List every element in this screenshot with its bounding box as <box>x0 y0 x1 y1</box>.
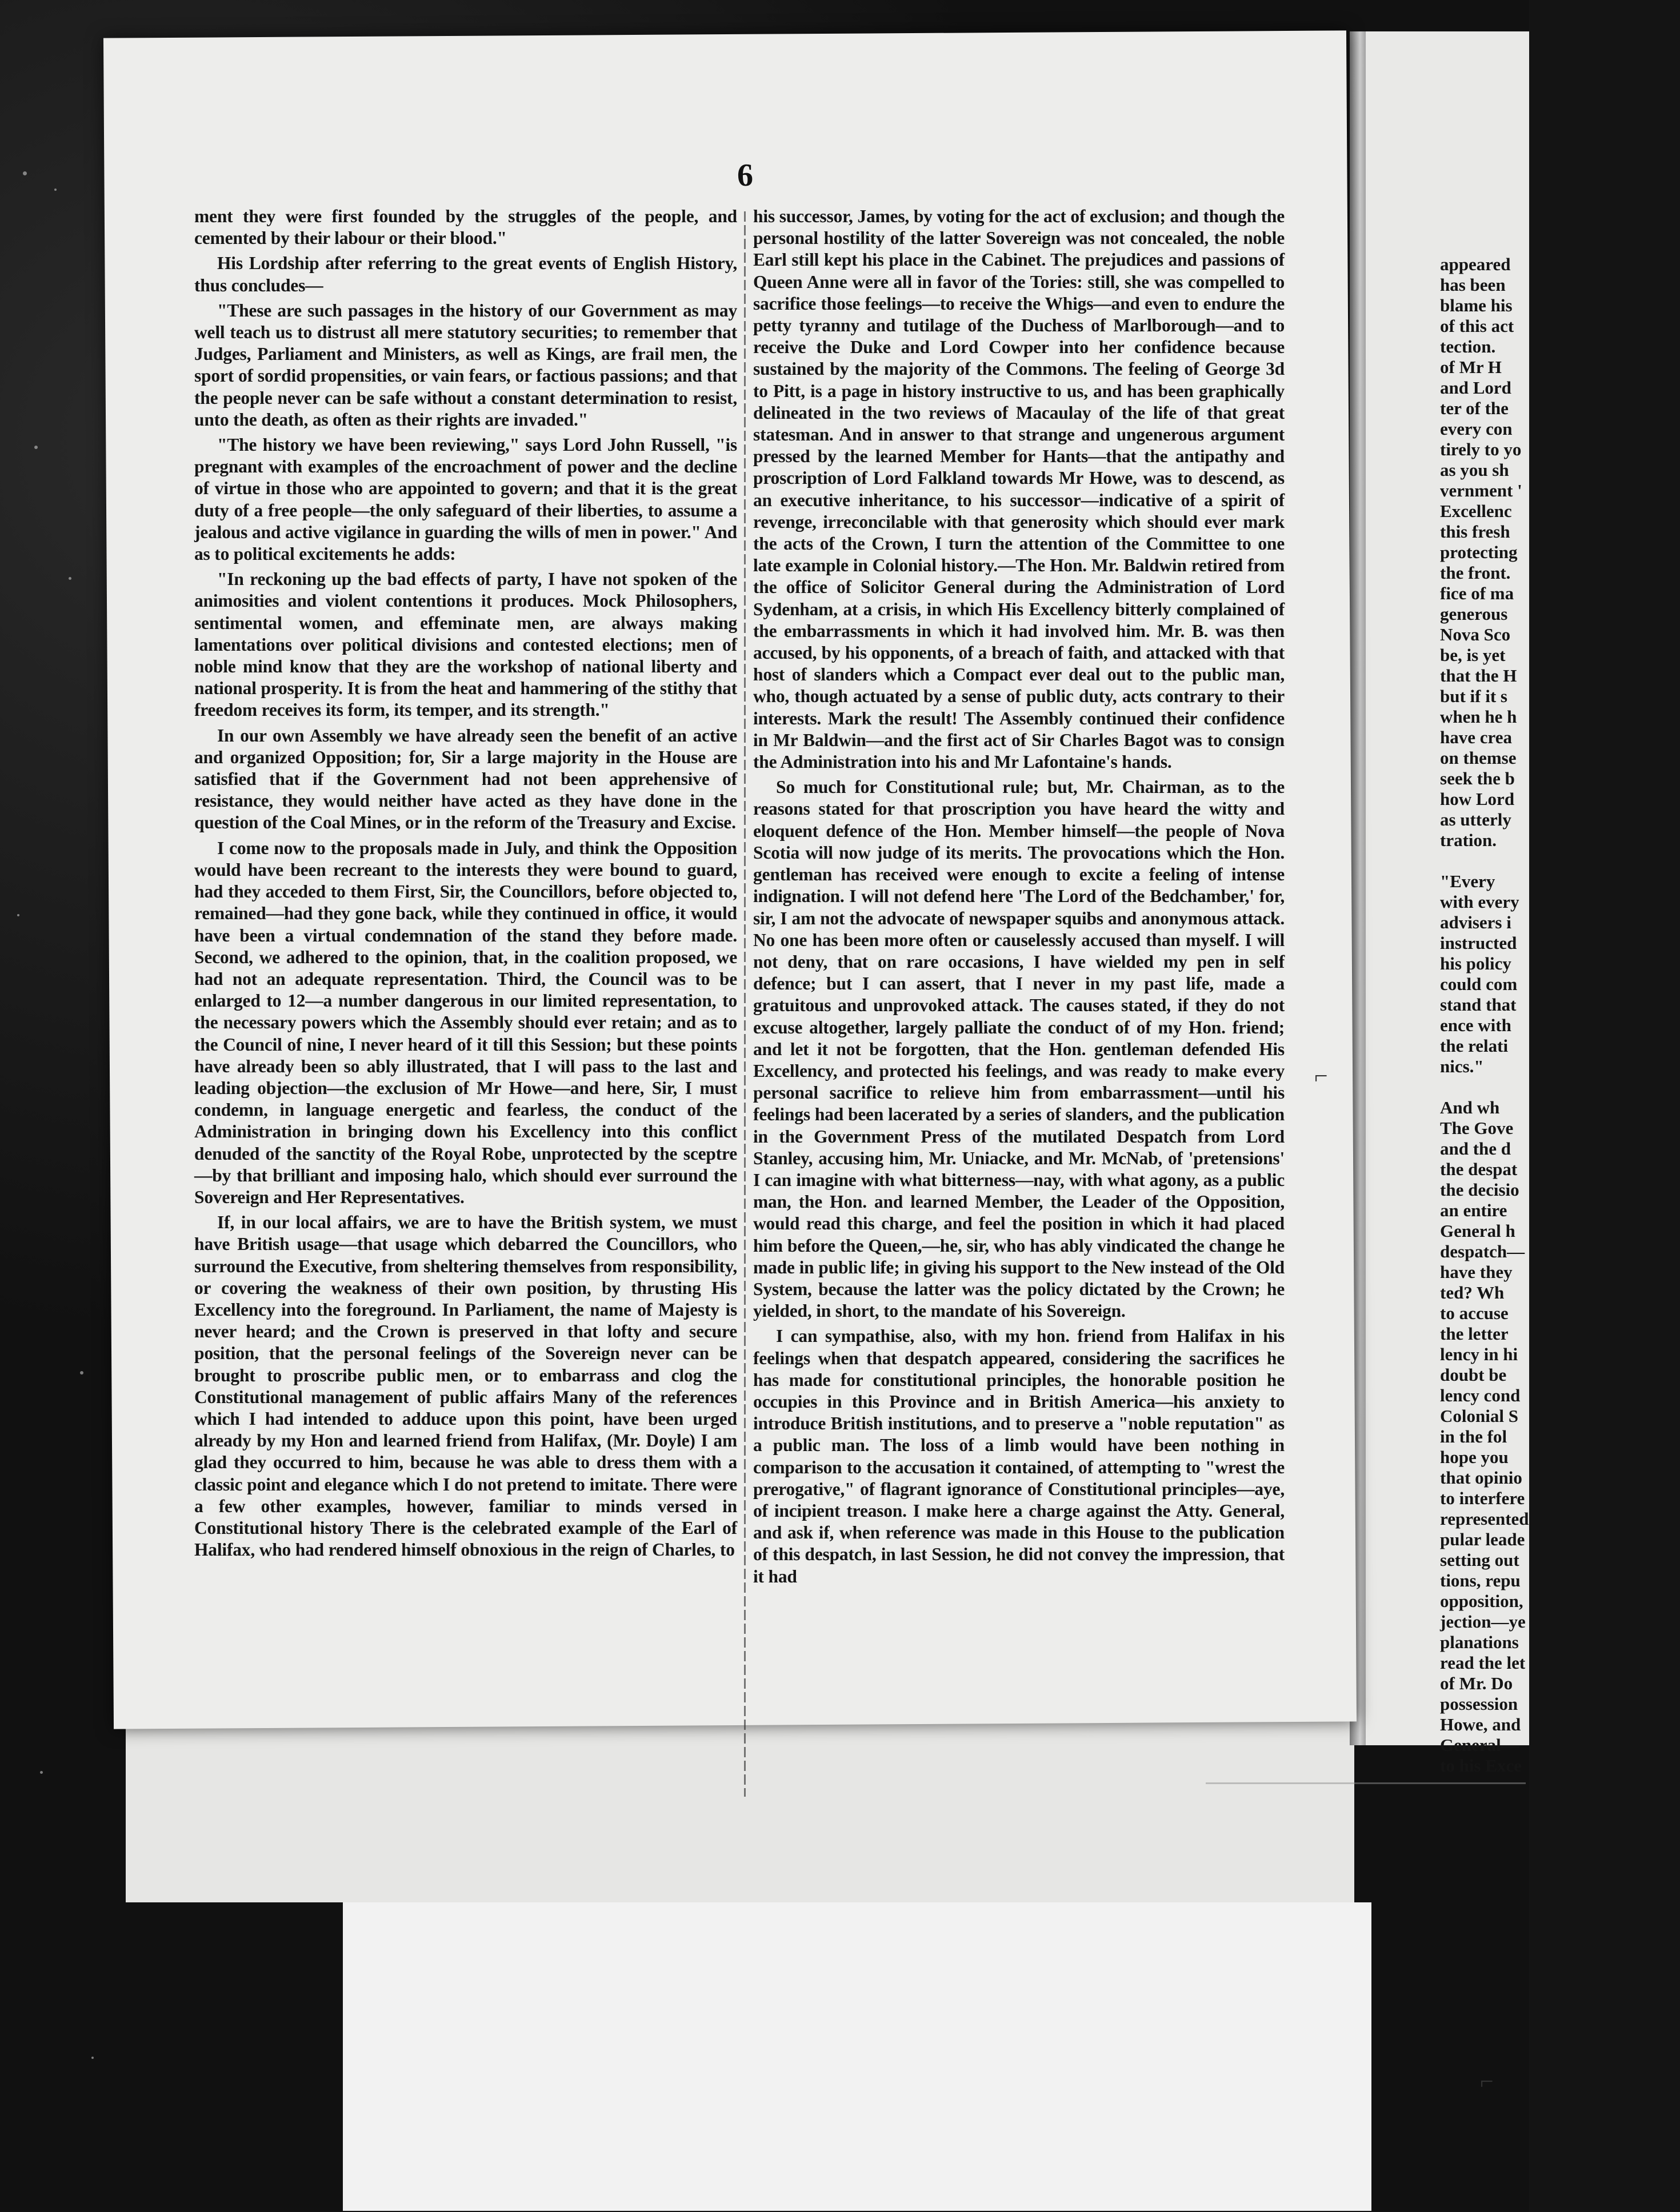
quote-paragraph: "In reckoning up the bad effects of party, I have not spoken of the animosities and violent contentions it produces. Mock Philosophers, sentimental women, and effeminate men, are always making lamentations over political divisions and contested elections; men of noble mind know that they are the workshop of national liberty and national prosperity. It is from the heat and hammering of the stithy that freedom receives its form, its temper, and its strength." <box>194 569 737 720</box>
neighbor-page <box>1366 31 1529 1776</box>
dust-speck <box>40 1771 43 1774</box>
paragraph: If, in our local affairs, we are to have the British system, we must have British usage—that usage which debarred the Councillors, who surround the Executive, from sheltering themselves from responsibility, or covering the weakness of their own position, by thrusting His Excellency into the foreground. In Parliament, the name of Majesty is never heard; and the Crown is preserved in that lofty and secure position, that the personal feelings of the Sovereign never can be brought to proscribe public men, or to embarrass and clog the Constitutional management of public affairs Many of the references which I had intended to adduce upon this point, have been urged already by my Hon and learned friend from Halifax, (Mr. Doyle) I am glad they occurred to him, because he was able to dress them with a classic point and elegance which I do not pretend to imitate. There were a few other examples, however, familiar to minds versed in Constitutional history There is the celebrated example of the Earl of Halifax, who had rendered himself obnoxious in the reign of Charles, to <box>194 1212 737 1560</box>
paragraph: ment they were first founded by the struggles of the people, and cemented by their labour or their blood." <box>194 206 737 249</box>
right-column <box>753 206 1285 1588</box>
paragraph: So much for Constitutional rule; but, Mr. Chairman, as to the reasons stated for that proscription you have heard the witty and eloquent defence of the Hon. Member himself—the people of Nova Scotia will now judge of its merits. The provocations which the Hon. gentleman has received were enough to excite a feeling of intense indignation. I will not defend here 'The Lord of the Bedchamber,' for, sir, I am not the advocate of newspaper squibs and anonymous attack. No one has been more often or causelessly accused than myself. I will not deny, that on rare occasions, I have wielded my pen in self defence; but I can assert, that I never in my past life, made a gratuitous and unprovoked attack. The causes stated, if they do not excuse altogether, largely palliate the conduct of of my Hon. friend; and let it not be forgotten, that the Hon. gentleman defended His Excellency, and protected his feelings, and was ready to make every personal sacrifice to relieve him from embarrassment—until his feelings had been lacerated by a series of slanders, and the publication in the Government Press of the mutilated Despatch from Lord Stanley, accusing him, Mr. Uniacke, and Mr. McNab, of 'pretensions' I can imagine with what bitterness—nay, with what agony, as a public man, the Hon. and learned Member, the Leader of the Opposition, would read this charge, and feel the position in which it had placed him before the Queen,—he, sir, who has ably vindicated the change he made in public life; in giving his support to the New instead of the Old System, because the latter was the policy dictated by the Crown; he yielded, in short, to the mandate of his Sovereign. <box>753 777 1285 1321</box>
paragraph: In our own Assembly we have already seen the benefit of an active and organized Opposition; for, Sir a large majority in the House are satisfied that if the Government had not been apprehensive of resistance, they would neither have acted as they have done in the question of the Coal Mines, or in the reform of the Treasury and Excise. <box>194 725 737 833</box>
dust-speck <box>54 189 57 191</box>
page-lower-edge <box>126 1714 1354 1902</box>
dust-speck <box>91 2057 94 2059</box>
stray-line <box>1206 1782 1526 1784</box>
page-number: 6 <box>737 158 753 193</box>
quote-paragraph: "The history we have been reviewing," says Lord John Russell, "is pregnant with examples of the encroachment of power and the decline of virtue in those who are appointed to govern; and that it is the great duty of a free people—the only safeguard of their liberties, to assume a jealous and active vigilance in guarding the wills of men in power." And as to political excitements he adds: <box>194 435 737 564</box>
paragraph: his successor, James, by voting for the act of exclusion; and though the personal hostility of the latter Sovereign was not concealed, the noble Earl still kept his place in the Cabinet. The prejudices and passions of Queen Anne were all in favor of the Tories: still, she was compelled to sacrifice those feelings—to receive the Whigs—and even to endure the petty tyranny and tutilage of the Duchess of Marlborough—and to receive the Duke and Lord Cowper into her confidence because sustained by the majority of the Commons. The feeling of George 3d to Pitt, is a page in history instructive to us, and has been graphically delineated in the two reviews of Macaulay of the life of that great statesman. And in answer to that strange and ungenerous argument pressed by the learned Member for Hants—that the antipathy and proscription of Lord Falkland towards Mr Howe, was to descend, as an executive inheritance, to his successor—indicative of a spirit of revenge, irreconcilable with that generosity which should ever mark the acts of the Crown, I turn the attention of the Committee to one late example in Colonial history.—The Hon. Mr. Baldwin retired from the office of Solicitor General during the Administration of Lord Sydenham, at a crisis, in which His Excellency bitterly complained of the embarrassments in which it had involved him. Mr. B. was then accused, by his opponents, of a breach of faith, and attacked with that host of slanders which a Compact ever deal out to the public man, who, though actuated by a sense of public duty, acts contrary to their interests. Mark the result! The Assembly continued their confidence in Mr Baldwin—and the first act of Sir Charles Bagot was to consign the Administration into his and Mr Lafontaine's hands. <box>753 206 1285 772</box>
dust-speck <box>34 446 38 449</box>
dust-speck <box>80 1371 83 1375</box>
column-divider <box>744 211 746 1797</box>
quote-paragraph: "These are such passages in the history of our Government as may well teach us to distrust all mere statutory securities; to remember that Judges, Parliament and Ministers, as well as Kings, are frail men, the sport of sordid propensities, or vain fears, or factious passions; and that the people never can be safe without a constant determination to resist, unto the death, as often as their rights are invaded." <box>194 300 737 430</box>
left-column <box>194 206 737 1561</box>
dust-speck <box>23 171 27 175</box>
dust-speck <box>17 914 19 916</box>
paragraph: I can sympathise, also, with my hon. friend from Halifax in his feelings when that despatch appeared, considering the sacrifices he has made for constitutional principles, the honorable position he occupies in this Province and in British America—his anxiety to introduce British institutions, and to preserve a "noble reputation" as a public man. The loss of a limb would have been nothing in comparison to the accusation it contained, of attempting to "wrest the prerogative," of flagrant ignorance of Constitutional principles—aye, of incipient treason. I make here a charge against the Atty. General, and ask if, when reference was made in this House to the publication of this despatch, in last Session, he did not convey the impression, that it had <box>753 1326 1285 1586</box>
dust-speck <box>69 577 71 580</box>
neighbor-page-text: appeared has been blame his of this act tection. of Mr H and Lord ter of the every con tirely to yo as you sh vernment ' Excellenc this fresh protecting the front. fice of ma generous Nova Sco be, is yet that the H but if it s when he h have crea on themse seek the b how Lord as utterly tration. "Every with every advisers i instructed his policy could com stand that ence with the relati nics." And wh The Gove and the d the despat the decisio an entire General h despatch— have they ted? Wh to accuse the letter lency in hi doubt be lency cond Colonial S in the fol hope you that opinio to interfere represented pular leade setting out tions, repu opposition, jection—ye planations read the let of Mr. Do possession Howe, and General— to his Exce <box>1440 254 1529 1776</box>
paragraph: His Lordship after referring to the great events of English History, thus concludes— <box>194 253 737 295</box>
corner-mark: ⌐ <box>1480 2069 1494 2095</box>
margin-mark: ⌐ <box>1314 1063 1328 1089</box>
paragraph: I come now to the proposals made in July, and think the Opposition would have been recreant to the interests they were bound to guard, had they acceded to them First, Sir, the Councillors, before objected to, remained—had they gone back, while they continued in office, it would have been a virtual condemnation of the stand they before made. Second, we adhered to the opinion, that, in the coalition proposed, we had not an adequate representation. Third, the Council was to be enlarged to 12—a number dangerous in our limited representation, to the necessary powers which the Assembly should ever retain; and as to the Council of nine, I never heard of it till this Session; but these points have already been so ably illustrated, that I will pass to the last and leading objection—the exclusion of Mr Howe—and here, Sir, I must condemn, in language energetic and fearless, the conduct of the Administration in bringing down his Excellency into this conflict denuded of the sanctity of the Royal Robe, unprotected by the sceptre—by that brilliant and imposing halo, which should ever surround the Sovereign and Her Representatives. <box>194 837 737 1207</box>
page-bottom-strip <box>343 1902 1371 2211</box>
